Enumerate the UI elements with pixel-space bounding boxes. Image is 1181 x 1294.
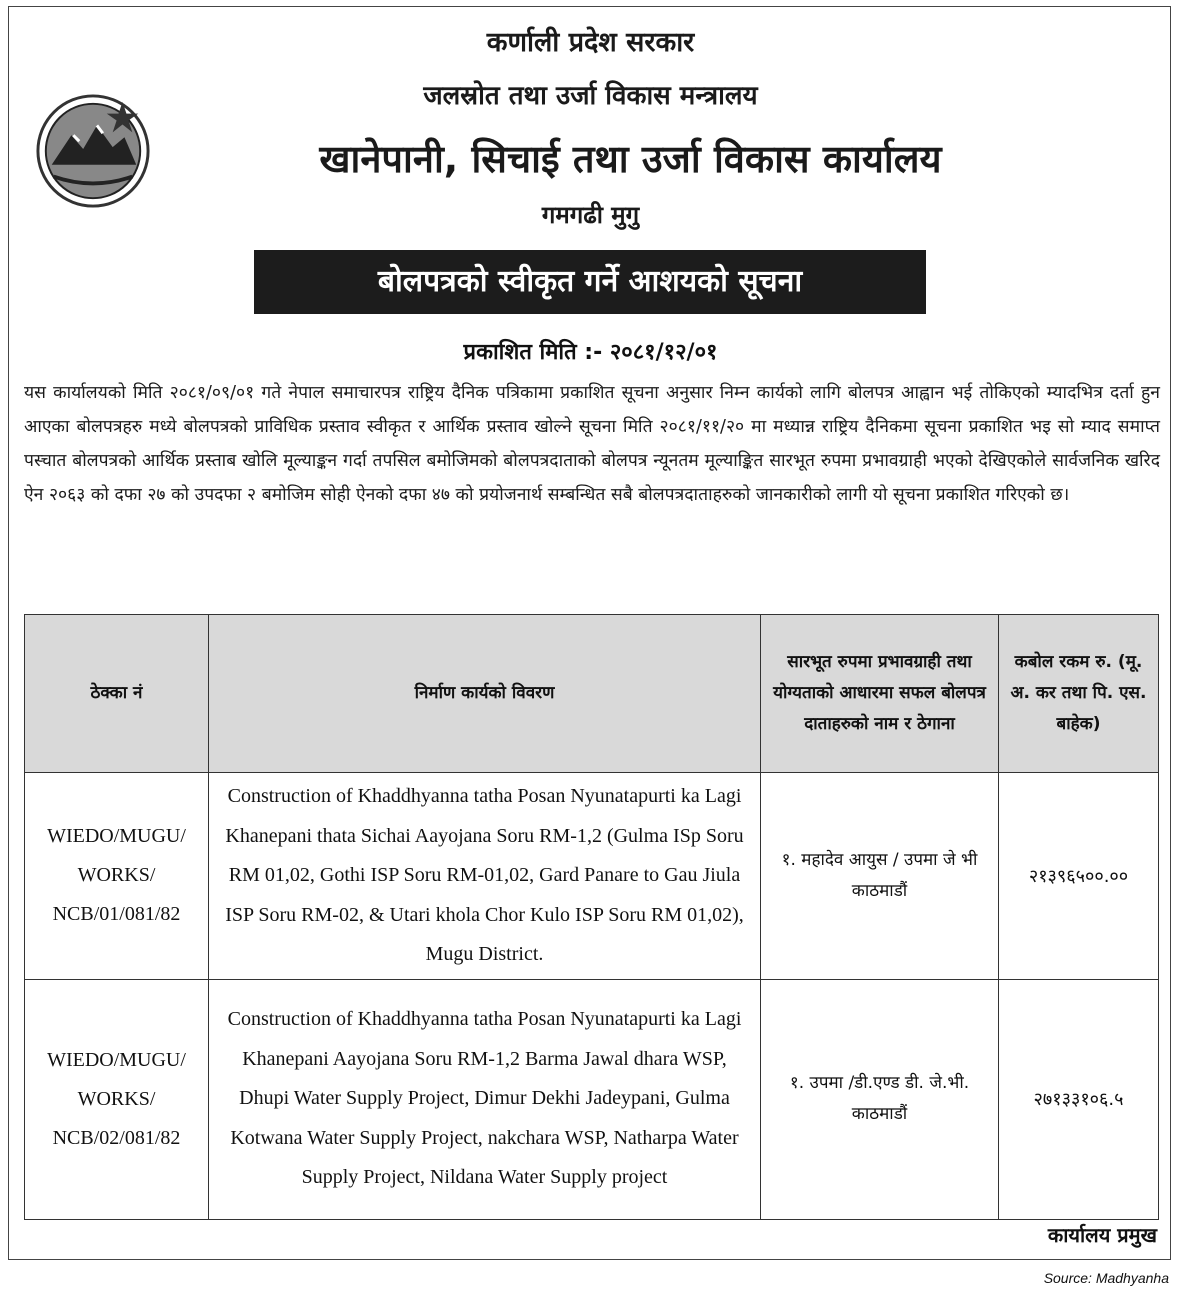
amount-cell: २१३९६५००.०० <box>999 773 1159 980</box>
description-cell: Construction of Khaddhyanna tatha Posan Nyunatapurti ka Lagi Khanepani thata Sichai Aayojana Soru RM-1,2 (Gulma ISp Soru RM 01,02, Gothi ISP Soru RM-01,02, Gard Panare to Gau Jiula ISP Soru RM-02, & Utari khola Chor Kulo ISP Soru RM 01,02), Mugu District. <box>209 773 761 980</box>
header-description: निर्माण कार्यको विवरण <box>209 615 761 773</box>
signature-title: कार्यालय प्रमुख <box>1047 1223 1157 1247</box>
description-cell: Construction of Khaddhyanna tatha Posan Nyunatapurti ka Lagi Khanepani Aayojana Soru RM-1,2 Barma Jawal dhara WSP, Dhupi Water Supply Project, Dimur Dekhi Jadeypani, Gulma Kotwana Water Supply Project, nakchara WSP, Natharpa Water Supply Project, Nildana Water Supply project <box>209 979 761 1219</box>
bidder-cell: १. उपमा /डी.एण्ड डी. जे.भी. काठमाडौं <box>761 979 999 1219</box>
table-row <box>25 979 1159 1219</box>
header-amount: कबोल रकम रु. (मू. अ. कर तथा पि. एस. बाहेक) <box>999 615 1159 773</box>
contract-no-cell: WIEDO/MUGU/ WORKS/ NCB/02/081/82 <box>25 979 209 1219</box>
bidder-cell: १. महादेव आयुस / उपमा जे भी काठमाडौं <box>761 773 999 980</box>
office-name: खानेपानी, सिचाई तथा उर्जा विकास कार्यालय <box>319 137 942 181</box>
government-name: कर्णाली प्रदेश सरकार <box>486 27 695 58</box>
contracts-table <box>24 614 1159 1220</box>
notice-body: यस कार्यालयको मिति २०८१/०९/०१ गते नेपाल समाचारपत्र राष्ट्रिय दैनिक पत्रिकामा प्रकाशित सूचना अनुसार निम्न कार्यको लागि बोलपत्र आह्वान भई तोकिएको म्यादभित्र दर्ता हुन आएका बोलपत्रहरु मध्ये बोलपत्रको प्राविधिक प्रस्ताव स्वीकृत र आर्थिक प्रस्ताव खोल्ने सूचना मिति २०८१/११/२० मा मध्यान्न राष्ट्रिय दैनिकमा सूचना प्रकाशित भइ सो म्याद समाप्त पस्चात बोलपत्रको आर्थिक प्रस्ताब खोलि मूल्याङ्कन गर्दा तपसिल बमोजिमको बोलपत्रदाताको बोलपत्र न्यूनतम मूल्याङ्कित सारभूत रुपमा प्रभावग्राही भएको देखिएकोले सार्वजनिक खरिद ऐन २०६३ को दफा २७ को उपदफा २ बमोजिम सोही ऐनको दफा ४७ को प्रयोजनार्थ सम्बन्धित सबै बोलपत्रदाताहरुको जानकारीको लागी यो सूचना प्रकाशित गरिएको छ। <box>24 383 1160 505</box>
notice-title: बोलपत्रको स्वीकृत गर्ने आशयको सूचना <box>254 250 926 314</box>
source-credit: Source: Madhyanha <box>1043 1270 1169 1286</box>
header-bidder: सारभूत रुपमा प्रभावग्राही तथा योग्यताको आधारमा सफल बोलपत्र दाताहरुको नाम र ठेगाना <box>761 615 999 773</box>
published-date: प्रकाशित मिति :- २०८१/१२/०१ <box>463 340 718 365</box>
amount-cell: २७१३३१०६.५ <box>999 979 1159 1219</box>
ministry-name: जलस्रोत तथा उर्जा विकास मन्त्रालय <box>423 81 758 111</box>
header-contract-no: ठेक्का नं <box>25 615 209 773</box>
table-header-row <box>25 615 1159 773</box>
office-location: गमगढी मुगु <box>541 201 640 229</box>
table-row <box>25 773 1159 980</box>
contract-no-cell: WIEDO/MUGU/ WORKS/ NCB/01/081/82 <box>25 773 209 980</box>
